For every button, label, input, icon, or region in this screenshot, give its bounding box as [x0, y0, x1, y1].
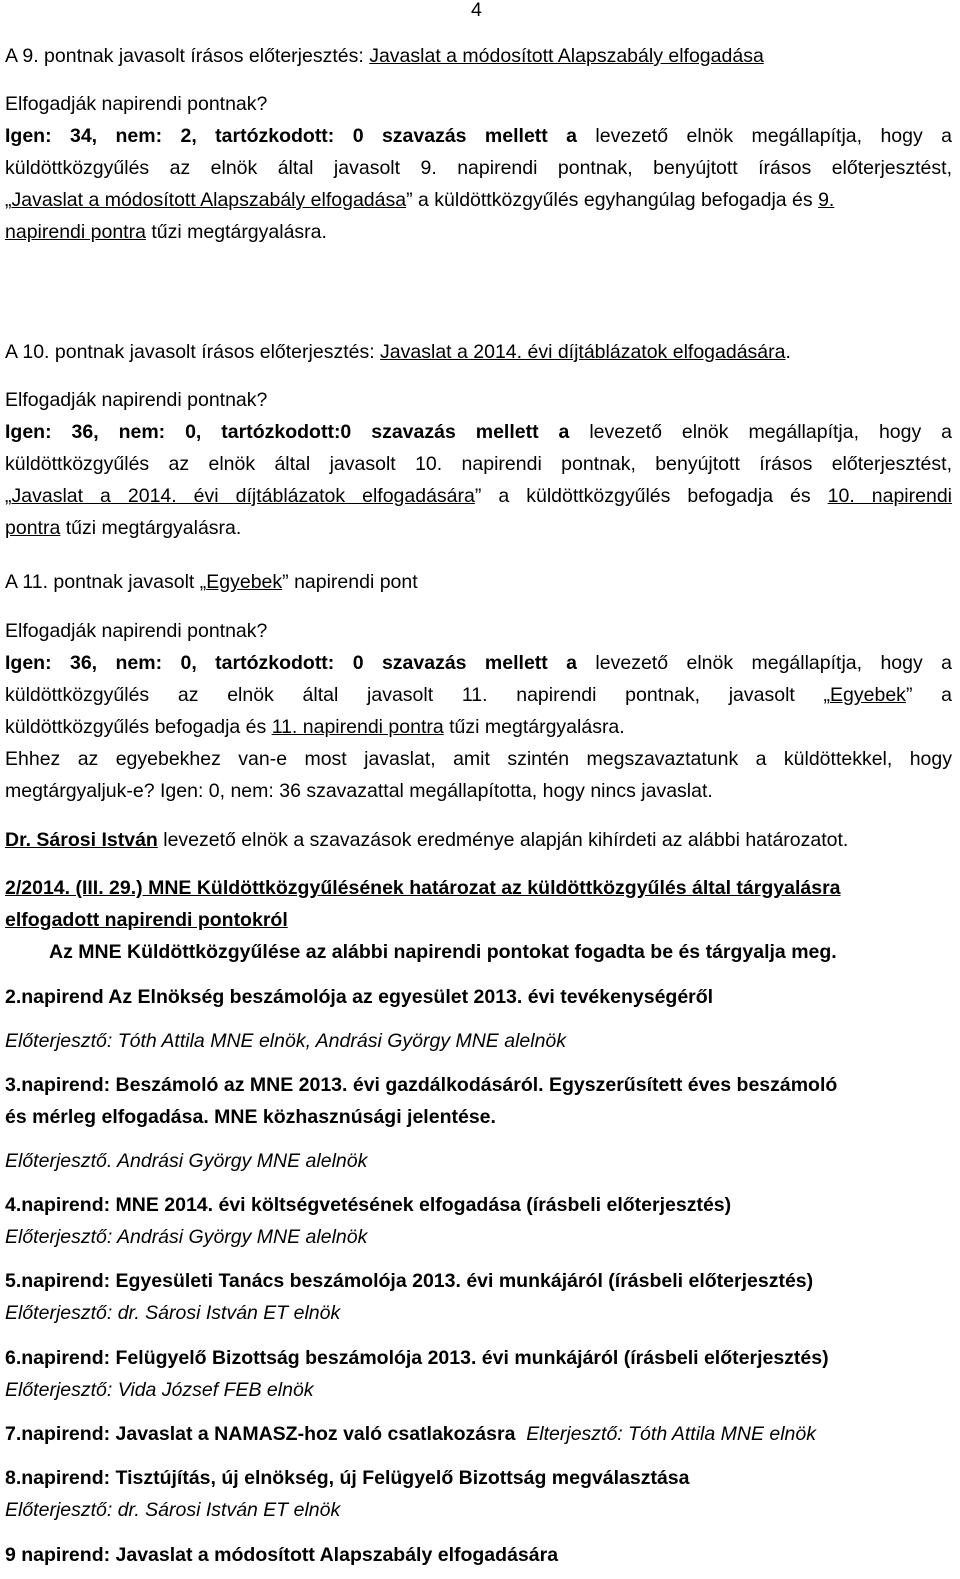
item10-line3 [5, 484, 952, 508]
agenda-8-presenter: Előterjesztő: dr. Sárosi István ET elnök [5, 1499, 341, 1521]
item10-line3-rest: ” a küldöttközgyűlés befogadja és [474, 485, 828, 507]
item11-line3-pre: küldöttközgyűlés befogadja és [5, 716, 272, 738]
item9-line1-rest: levezető elnök megállapítja, hogy a [577, 125, 952, 147]
item9-line2: küldöttközgyűlés az elnök által javasolt 9. napirendi pontnak, benyújtott írásos előterjesztést, [5, 157, 952, 179]
agenda-3-title-line1: 3.napirend: Beszámoló az MNE 2013. évi gazdálkodásáról. Egyszerűsített éves beszámoló [5, 1074, 838, 1096]
item10-line1-rest: levezető elnök megállapítja, hogy a [569, 421, 953, 443]
item10-line2: küldöttközgyűlés az elnök által javasolt 10. napirendi pontnak, benyújtott írásos előterjesztést, [5, 453, 952, 475]
item11-line3-link: 11. napirendi pontra [271, 716, 444, 738]
item9-heading-prefix: A 9. pontnak javasolt írásos előterjesztés: [5, 45, 370, 67]
announcement-name: Dr. Sárosi István [5, 829, 158, 851]
agenda-9-title: 9 napirend: Javaslat a módosított Alapszabály elfogadására [5, 1544, 559, 1566]
item11-line5: megtárgyaljuk-e? Igen: 0, nem: 36 szavazattal megállapította, hogy nincs javaslat. [5, 780, 713, 802]
item10-line4-link: pontra [5, 517, 61, 539]
item11-line4: Ehhez az egyebekhez van-e most javaslat, amit szintén megszavaztatunk a küldöttekkel, hogy [5, 748, 952, 770]
item9-quote-open: „ [5, 189, 12, 211]
item11-line2-end: ” a [905, 684, 952, 706]
item10-line1 [5, 420, 952, 444]
item9-line1 [5, 124, 952, 148]
item11-heading [5, 570, 418, 594]
resolution-subtitle: Az MNE Küldöttközgyűlése az alábbi napirendi pontokat fogadta be és tárgyalja meg. [49, 941, 837, 963]
item9-line4-link: napirendi pontra [5, 221, 146, 243]
item9-line3-num: 9. [818, 189, 835, 211]
item11-line1-rest: levezető elnök megállapítja, hogy a [577, 652, 952, 674]
agenda-2-presenter: Előterjesztő: Tóth Attila MNE elnök, Andrási György MNE alelnök [5, 1030, 567, 1052]
item9-heading-title: Javaslat a módosított Alapszabály elfogadása [369, 45, 764, 67]
item9-line4 [5, 220, 327, 244]
agenda-3-presenter: Előterjesztő. Andrási György MNE alelnök [5, 1150, 368, 1172]
agenda-8-title: 8.napirend: Tisztújítás, új elnökség, új Felügyelő Bizottság megválasztása [5, 1467, 690, 1489]
announcement [5, 828, 848, 852]
item11-line3-rest: tűzi megtárgyalásra. [443, 716, 625, 738]
agenda-7-title: 7.napirend: Javaslat a NAMASZ-hoz való csatlakozásra [5, 1423, 516, 1445]
item9-line3-rest: ” a küldöttközgyűlés egyhangúlag befogadja és [406, 189, 819, 211]
item10-heading-end: . [785, 341, 791, 363]
item10-line4-rest: tűzi megtárgyalásra. [60, 517, 242, 539]
agenda-6-title: 6.napirend: Felügyelő Bizottság beszámolója 2013. évi munkájáról (írásbeli előterjesztés) [5, 1347, 829, 1369]
agenda-4-title: 4.napirend: MNE 2014. évi költségvetésének elfogadása (írásbeli előterjesztés) [5, 1194, 732, 1216]
agenda-4-presenter: Előterjesztő: Andrási György MNE alelnök [5, 1226, 368, 1248]
item11-question: Elfogadják napirendi pontnak? [5, 620, 268, 642]
resolution-title-line1: 2/2014. (III. 29.) MNE Küldöttközgyűlésének határozat az küldöttközgyűlés által tárgyalásra [5, 877, 841, 899]
item9-line3-title: Javaslat a módosított Alapszabály elfogadása [11, 189, 407, 211]
item11-heading-prefix: A 11. pontnak javasolt „ [5, 571, 207, 593]
agenda-5-presenter: Előterjesztő: dr. Sárosi István ET elnök [5, 1302, 341, 1324]
item10-line3-title: Javaslat a 2014. évi díjtáblázatok elfogadására [11, 485, 475, 507]
item10-heading-prefix: A 10. pontnak javasolt írásos előterjesztés: [5, 341, 381, 363]
agenda-7-line [5, 1422, 816, 1446]
item9-vote: Igen: 34, nem: 2, tartózkodott: 0 szavazás mellett a [5, 125, 578, 147]
item10-vote: Igen: 36, nem: 0, tartózkodott:0 szavazás mellett a [5, 421, 570, 443]
agenda-3-title-line2: és mérleg elfogadása. MNE közhasznúsági jelentése. [5, 1106, 496, 1128]
item10-heading-title: Javaslat a 2014. évi díjtáblázatok elfogadására [380, 341, 786, 363]
item11-heading-end: ” napirendi pont [282, 571, 418, 593]
item11-line2 [5, 683, 952, 707]
agenda-6-presenter: Előterjesztő: Vida József FEB elnök [5, 1379, 314, 1401]
item10-quote-open: „ [5, 485, 12, 507]
item10-line3-num: 10. napirendi [827, 485, 952, 507]
item11-line1 [5, 651, 952, 675]
agenda-2-title: 2.napirend Az Elnökség beszámolója az egyesület 2013. évi tevékenységéről [5, 986, 714, 1008]
page-number: 4 [471, 0, 482, 21]
item9-question: Elfogadják napirendi pontnak? [5, 93, 268, 115]
item11-line3 [5, 715, 625, 739]
item11-vote: Igen: 36, nem: 0, tartózkodott: 0 szavazás mellett a [5, 652, 578, 674]
agenda-7-presenter: Elterjesztő: Tóth Attila MNE elnök [515, 1423, 816, 1445]
item11-line2-title: Egyebek [830, 684, 906, 706]
announcement-rest: levezető elnök a szavazások eredménye alapján kihírdeti az alábbi határozatot. [157, 829, 849, 851]
item10-question: Elfogadják napirendi pontnak? [5, 389, 268, 411]
item11-line2-pre: küldöttközgyűlés az elnök által javasolt 11. napirendi pontnak, javasolt „ [5, 684, 831, 706]
agenda-5-title: 5.napirend: Egyesületi Tanács beszámolója 2013. évi munkájáról (írásbeli előterjesztés) [5, 1270, 814, 1292]
item10-line4 [5, 516, 241, 540]
item9-heading [5, 44, 764, 68]
item9-line3 [5, 188, 834, 212]
resolution-title-line2: elfogadott napirendi pontokról [5, 909, 288, 931]
item10-heading [5, 340, 791, 364]
item9-line4-rest: tűzi megtárgyalásra. [145, 221, 327, 243]
item11-heading-title: Egyebek [206, 571, 283, 593]
